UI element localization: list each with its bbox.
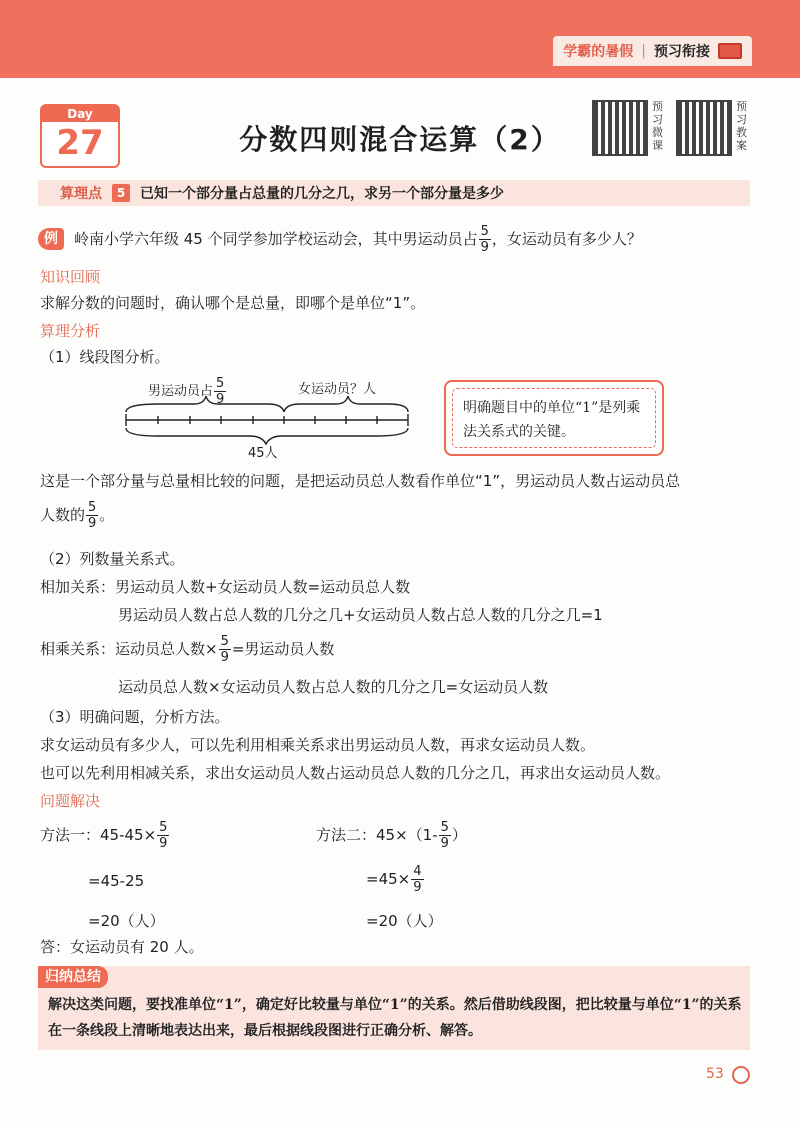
fraction: $\frac{5}{9}$ (88, 500, 97, 531)
example-tag: 例 (38, 228, 64, 250)
analysis-step-3: （3）明确问题，分析方法。 (40, 708, 230, 726)
method-2-step-3: =20（人） (366, 912, 443, 930)
method-line-2: 也可以先利用相减关系，求出女运动员人数占运动员总人数的几分之几，再求出女运动员人数。 (40, 764, 671, 782)
analysis-step-1: （1）线段图分析。 (40, 348, 170, 366)
page-title: 分数四则混合运算（2） (239, 123, 561, 156)
answer: 答：女运动员有 20 人。 (40, 938, 204, 956)
day-number: 27 (56, 123, 104, 163)
fraction: $\frac{5}{9}$ (480, 224, 489, 255)
method-2-expression: 方法二：45×（1- $\frac{5}{9}$ ） (316, 820, 467, 851)
section-analysis: 算理分析 (40, 322, 101, 340)
fraction: $\frac{4}{9}$ (413, 864, 422, 895)
diagram-female-label: 女运动员？人 (298, 382, 377, 397)
header-tab (553, 36, 752, 66)
brace-female (284, 396, 408, 412)
day-label: Day (42, 106, 118, 122)
analysis-step-2: （2）列数量关系式。 (40, 550, 185, 568)
diagram-male-label: 男运动员占 $\frac{5}{9}$ (148, 376, 225, 407)
page-number: 53 (706, 1066, 724, 1082)
method-1-step-3: =20（人） (88, 912, 165, 930)
sun-icon (732, 1066, 750, 1084)
diagram-total-label: 45人 (248, 446, 278, 461)
keypoint-tag: 算理点 (60, 186, 102, 202)
method-1-step-2: =45-25 (88, 872, 145, 890)
keypoint-number: 5 (112, 184, 130, 202)
qr-label-lesson-plan: 预 习 教 案 (736, 100, 747, 152)
fraction: $\frac{5}{9}$ (440, 820, 449, 851)
fraction: $\frac{5}{9}$ (216, 376, 225, 407)
analysis-paragraph-1: 这是一个部分量与总量相比较的问题，是把运动员总人数看作单位“1”，男运动员人数占运动员总 (40, 472, 681, 490)
add-relation-2: 男运动员人数占总人数的几分之几+女运动员人数占总人数的几分之几=1 (118, 606, 603, 624)
keypoint-bar (38, 180, 750, 206)
keypoint-text: 已知一个部分量占总量的几分之几，求另一个部分量是多少 (140, 186, 504, 202)
section-review: 知识回顾 (40, 268, 101, 286)
qr-label-micro-lesson: 预 习 微 课 (652, 100, 663, 152)
section-solve: 问题解决 (40, 792, 101, 810)
review-text: 求解分数的问题时，确认哪个是总量，即哪个是单位“1”。 (40, 294, 426, 312)
example-question: 岭南小学六年级 45 个同学参加学校运动会，其中男运动员占 $\frac{5}{9}$ ，女运动员有多少人？ (74, 224, 642, 255)
method-2-step-2: =45× $\frac{4}{9}$ (366, 864, 422, 895)
analysis-paragraph-2: 人数的 $\frac{5}{9}$ 。 (40, 500, 115, 531)
mul-relation-2: 运动员总人数×女运动员人数占总人数的几分之几=女运动员人数 (118, 678, 549, 696)
book-icon (718, 43, 742, 59)
qr-code-lesson-plan[interactable] (676, 100, 732, 156)
header-brand: 学霸的暑假 (563, 44, 634, 60)
mul-relation-1: 相乘关系：运动员总人数× $\frac{5}{9}$ =男运动员人数 (40, 634, 335, 665)
summary-text: 解决这类问题，要找准单位“1”，确定好比较量与单位“1”的关系。然后借助线段图，把比较量与单位“1”的关系在一条线段上清晰地表达出来，最后根据线段图进行正确分析、解答。 (48, 997, 742, 1039)
method-1-expression: 方法一：45-45× $\frac{5}{9}$ (40, 820, 168, 851)
note-box (444, 380, 664, 456)
add-relation-1: 相加关系：男运动员人数+女运动员人数=运动员总人数 (40, 578, 411, 596)
header-separator: | (641, 43, 646, 59)
summary-tag: 归纳总结 (38, 966, 108, 988)
note-text: 明确题目中的单位“1”是列乘法关系式的关键。 (452, 388, 656, 448)
header-subtitle: 预习衔接 (654, 44, 710, 60)
fraction: $\frac{5}{9}$ (159, 820, 168, 851)
method-line-1: 求女运动员有多少人，可以先利用相乘关系求出男运动员人数，再求女运动员人数。 (40, 736, 596, 754)
qr-code-micro-lesson[interactable] (592, 100, 648, 156)
fraction: $\frac{5}{9}$ (220, 634, 229, 665)
